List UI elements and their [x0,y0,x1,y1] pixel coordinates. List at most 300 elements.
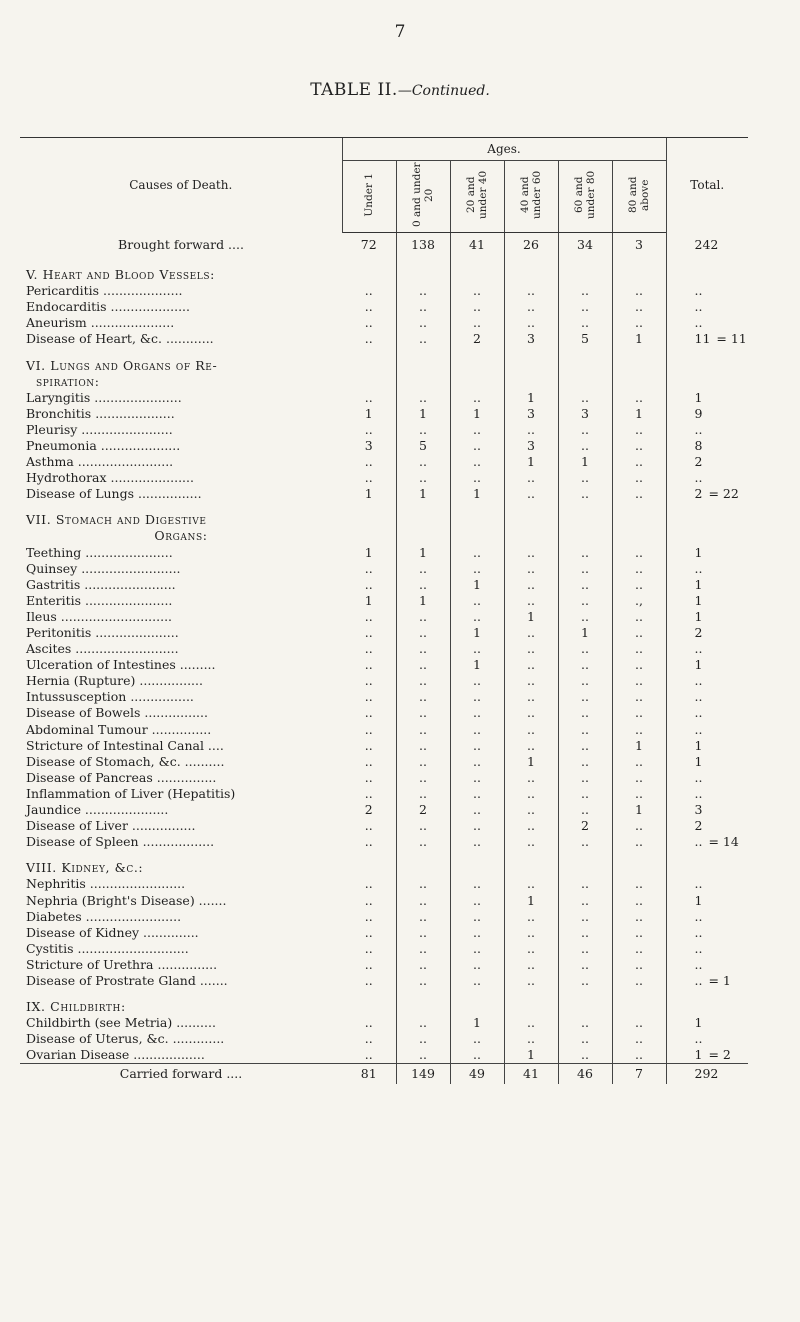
total-value: 292 [694,1066,719,1082]
table-row [20,892,748,908]
age-value-cell: .. [342,689,396,705]
total-cell [666,1031,748,1047]
age-value-cell [342,512,396,528]
age-value-cell: 1 [635,405,643,421]
age-value-cell: .. [558,689,612,705]
age-value-cell: .. [450,422,504,438]
age-value-cell: .. [558,738,612,754]
age-header-80-above: 80 and above [612,161,666,233]
group-total-value: 11 [730,331,747,347]
spacer-cell [450,850,504,860]
total-cell [666,283,748,299]
total-value: 1 [694,892,703,908]
age-value-cell: .. [504,834,558,850]
age-value-cell [342,357,396,373]
total-cell [666,438,748,454]
age-value-cell: .. [396,834,450,850]
age-value-cell: 34 [558,233,612,258]
age-value-cell: 149 [396,1064,450,1085]
age-value-cell [396,357,450,373]
age-value-cell: .. [450,941,504,957]
age-value-cell: .. [504,593,558,609]
age-value-cell: 7 [612,1064,666,1085]
group-total [708,973,730,989]
spacer-cell [504,347,558,357]
spacer-cell [504,989,558,999]
table-row [20,406,748,422]
age-value-cell [396,267,450,283]
cause-label: Disease of Pancreas ............... [26,769,217,785]
age-value-cell: .. [558,315,612,331]
age-value-cell [342,860,396,876]
spacer-cell [612,502,666,512]
age-value-cell: .. [558,876,612,892]
cause-label: Disease of Prostrate Gland ....... [26,972,228,988]
age-value-cell: .. [504,470,558,486]
age-value-cell: .. [450,545,504,561]
age-value-cell [612,512,666,528]
age-value-cell: .. [635,924,643,940]
age-value-cell: 1 [342,406,396,422]
age-value-cell [396,860,450,876]
age-value-cell: .. [450,641,504,657]
age-value-cell: .. [342,454,396,470]
cause-label: Gastritis ....................... [26,576,176,592]
age-value-cell: .. [450,738,504,754]
section-heading-row [20,528,748,544]
age-value-cell: 81 [342,1064,396,1085]
age-value-cell: .. [504,818,558,834]
age-value-cell: .. [635,641,643,657]
section-heading-row [20,357,748,373]
total-value: 1 [694,737,703,753]
table-row [20,722,748,738]
total-value: 1 [694,576,703,592]
spacer-cell [504,257,558,267]
age-value-cell: .. [558,892,612,908]
total-value: 242 [694,236,719,252]
age-value-cell [558,528,612,544]
age-value-cell: .. [504,786,558,802]
age-value-cell: .. [342,973,396,989]
section-heading: V. Heart and Blood Vessels: [26,267,215,283]
age-value-cell: 3 [558,406,612,422]
cause-label: Stricture of Intestinal Canal .... [26,737,224,753]
table-row [20,876,748,892]
cause-label: Aneurism ..................... [26,315,175,331]
spacer-cell [396,850,450,860]
age-value-cell [450,357,504,373]
age-value-cell: .. [635,283,643,299]
age-value-cell: .. [635,421,643,437]
spacer-cell [612,257,666,267]
total-value: 1 [694,389,703,405]
age-value-cell: 1 [450,486,504,502]
age-value-cell: 1 [450,625,504,641]
age-value-cell: .. [450,315,504,331]
age-value-cell: 3 [504,406,558,422]
total-value: 1 [694,1047,703,1063]
age-header-60-80: 60 and under 80 [558,161,612,233]
cause-label: Jaundice ..................... [26,802,169,818]
age-value-cell: .. [396,625,450,641]
age-value-cell: .. [342,1031,396,1047]
age-value-cell [396,999,450,1015]
cause-label: Pericarditis .................... [26,283,183,299]
total-cell [666,267,748,283]
age-header-0-20: 0 and under 20 [396,161,450,233]
title-main: TABLE II. [310,80,398,100]
total-cell [666,299,748,315]
total-value: .. [694,956,703,972]
table-row [20,738,748,754]
total-cell [666,834,748,850]
age-value-cell: .. [396,1015,450,1031]
cause-label: Disease of Heart, &c. ............ [26,331,214,347]
total-value: .. [694,876,703,892]
equals-sign: = [708,486,723,502]
age-header-under-1: Under 1 [342,161,396,233]
title-suffix: —Continued. [397,83,490,99]
age-value-cell [342,999,396,1015]
age-value-cell: .. [558,545,612,561]
age-value-cell: .. [558,834,612,850]
table-row [20,561,748,577]
cause-label: Disease of Kidney .............. [26,924,199,940]
age-header-20-40: 20 and under 40 [450,161,504,233]
age-value-cell: .. [504,299,558,315]
spacer-cell [558,989,612,999]
group-total [708,834,738,850]
age-value-cell: ., [635,592,643,608]
age-value-cell: .. [635,721,643,737]
age-value-cell: 3 [504,438,558,454]
age-value-cell: 1 [450,1015,504,1031]
age-value-cell: 138 [396,233,450,258]
table-header [20,138,748,233]
age-value-cell: .. [635,753,643,769]
age-value-cell: .. [396,470,450,486]
total-value: .. [694,721,703,737]
total-cell [666,925,748,941]
age-value-cell: .. [558,941,612,957]
age-value-cell: .. [396,705,450,721]
age-value-cell: .. [504,925,558,941]
age-value-cell: .. [504,876,558,892]
total-cell [666,577,748,593]
age-value-cell: .. [396,331,450,347]
age-value-cell: .. [558,770,612,786]
total-cell [666,738,748,754]
cause-label: Inflammation of Liver (Hepatitis) [26,785,236,801]
age-value-cell: .. [635,389,643,405]
spacer-cell [450,347,504,357]
table-row [20,438,748,454]
spacer-cell [396,502,450,512]
age-value-cell: .. [450,470,504,486]
age-value-cell [558,860,612,876]
spacer-cell [504,502,558,512]
total-cell [666,374,748,390]
cause-label: Abdominal Tumour ............... [26,721,212,737]
age-value-cell: .. [396,770,450,786]
age-value-cell [504,528,558,544]
age-value-cell: .. [635,956,643,972]
age-value-cell: 1 [396,486,450,502]
age-value-cell: .. [342,561,396,577]
cause-label: Pleurisy ....................... [26,421,173,437]
table-row [20,689,748,705]
age-value-cell: .. [558,641,612,657]
age-value-cell: 1 [504,609,558,625]
age-value-cell: .. [635,1031,643,1047]
age-value-cell: 1 [342,486,396,502]
age-value-cell [558,999,612,1015]
total-cell [666,545,748,561]
age-value-cell: .. [396,641,450,657]
age-value-cell: .. [396,876,450,892]
table-row [20,657,748,673]
age-value-cell: .. [396,1031,450,1047]
age-value-cell: .. [396,941,450,957]
age-value-cell: .. [396,909,450,925]
age-value-cell: .. [635,892,643,908]
age-value-cell: .. [635,437,643,453]
cause-label: Ulceration of Intestines ......... [26,657,216,673]
group-total-value: 2 [722,1047,731,1063]
age-value-cell: .. [635,876,643,892]
age-value-cell: .. [635,673,643,689]
age-value-cell: .. [558,422,612,438]
table-row [20,1047,748,1064]
total-cell [666,957,748,973]
age-value-cell: .. [558,561,612,577]
age-value-cell: .. [450,1031,504,1047]
total-cell [666,802,748,818]
cause-label: Asthma ........................ [26,454,174,470]
table-row [20,1015,748,1031]
total-cell [666,625,748,641]
age-value-cell [342,267,396,283]
age-value-cell: .. [504,422,558,438]
total-cell [666,390,748,406]
section-heading-row [20,860,748,876]
age-value-cell [396,512,450,528]
table-row [20,454,748,470]
total-cell [666,999,748,1015]
cause-label: Disease of Spleen .................. [26,834,215,850]
age-value-cell: .. [450,673,504,689]
cause-label: Hernia (Rupture) ................ [26,673,203,689]
total-cell [666,406,748,422]
spacer-cell [396,347,450,357]
spacer-cell [558,502,612,512]
age-value-cell: .. [450,786,504,802]
spacer-cell [20,257,342,267]
age-value-cell [450,860,504,876]
age-value-cell [504,267,558,283]
age-value-cell: .. [635,818,643,834]
cause-label: Cystitis ............................ [26,940,189,956]
section-heading-row [20,999,748,1015]
total-cell [666,892,748,908]
age-value-cell: .. [504,561,558,577]
total-cell [666,818,748,834]
age-value-cell [558,374,612,390]
spacer-cell [342,257,396,267]
age-value-cell: 1 [450,406,504,422]
spacer-cell [612,347,666,357]
table-row [20,609,748,625]
section-heading: IX. Childbirth: [26,999,126,1015]
total-cell [666,357,748,373]
age-value-cell: .. [450,722,504,738]
total-cell [666,315,748,331]
age-value-cell [342,528,396,544]
total-value: .. [694,641,703,657]
cause-label: Ascites .......................... [26,641,179,657]
total-cell [666,689,748,705]
age-value-cell: .. [450,689,504,705]
table-row [20,909,748,925]
spacer-cell [342,347,396,357]
table-title [0,80,800,100]
age-value-cell: 26 [504,233,558,258]
age-value-cell: .. [342,422,396,438]
age-value-cell: .. [558,957,612,973]
age-value-cell: 5 [396,438,450,454]
age-value-cell: 1 [558,454,612,470]
table-row [20,299,748,315]
total-cell [666,722,748,738]
age-value-cell: .. [504,486,558,502]
age-value-cell: .. [396,722,450,738]
total-cell [666,486,748,502]
age-value-cell: .. [558,722,612,738]
age-value-cell: .. [504,802,558,818]
age-value-cell: .. [342,834,396,850]
age-value-cell [612,374,666,390]
age-value-cell: .. [635,486,643,502]
age-value-cell: .. [396,577,450,593]
cause-label: Disease of Stomach, &c. .......... [26,753,225,769]
age-value-cell: .. [558,593,612,609]
total-cell [666,673,748,689]
age-value-cell: .. [635,689,643,705]
table-row [20,925,748,941]
cause-label: Hydrothorax ..................... [26,470,194,486]
total-cell [666,657,748,673]
age-value-cell: .. [450,754,504,770]
table-row [20,593,748,609]
table-row [20,545,748,561]
age-value-cell: .. [342,641,396,657]
age-value-cell: .. [635,769,643,785]
total-value: 1 [694,608,703,624]
table-row [20,818,748,834]
total-value: .. [694,283,703,299]
total-value: .. [694,673,703,689]
cause-label: Quinsey ......................... [26,560,181,576]
total-value: .. [694,785,703,801]
spacer-cell [612,989,666,999]
age-value-cell: .. [342,722,396,738]
age-value-cell: .. [396,657,450,673]
age-value-cell: 72 [342,233,396,258]
total-cell [666,786,748,802]
age-value-cell: .. [450,593,504,609]
age-value-cell [558,512,612,528]
total-value: .. [694,834,703,850]
age-value-cell: .. [342,390,396,406]
age-value-cell: .. [504,957,558,973]
age-value-cell: .. [396,738,450,754]
table-row [20,331,748,347]
total-cell [666,860,748,876]
age-value-cell: .. [450,705,504,721]
age-value-cell: .. [396,454,450,470]
section-heading-row [20,267,748,283]
spacer-cell [558,347,612,357]
section-heading-row [20,374,748,390]
age-value-cell: .. [635,560,643,576]
age-value-cell: .. [558,786,612,802]
age-value-cell: .. [342,1015,396,1031]
age-value-cell: .. [342,577,396,593]
age-value-cell: .. [558,283,612,299]
age-value-cell: .. [450,561,504,577]
age-value-cell: .. [396,422,450,438]
age-value-cell: .. [558,1015,612,1031]
age-value-cell: 49 [450,1064,504,1085]
group-total [716,331,746,347]
total-value: .. [694,924,703,940]
age-value-cell: .. [342,609,396,625]
total-value: 2 [694,818,703,834]
age-value-cell: .. [558,577,612,593]
spacer-cell [450,257,504,267]
age-value-cell: .. [450,876,504,892]
total-value: 1 [694,753,703,769]
cause-label: Carried forward .... [20,1064,342,1085]
table-row [20,641,748,657]
table-row [20,486,748,502]
age-value-cell: .. [342,299,396,315]
table-row [20,470,748,486]
spacer-cell [666,850,748,860]
age-value-cell: .. [396,561,450,577]
total-header: Total. [666,138,748,233]
age-value-cell: .. [450,390,504,406]
age-value-cell [612,357,666,373]
age-value-cell: .. [396,786,450,802]
age-value-cell: .. [504,941,558,957]
spacer-row [20,989,748,999]
table-row [20,973,748,989]
cause-label: Childbirth (see Metria) .......... [26,1015,216,1031]
age-value-cell: .. [558,973,612,989]
ages-header: Ages. [342,138,666,161]
age-value-cell [612,860,666,876]
age-value-cell: .. [558,909,612,925]
age-value-cell: .. [635,940,643,956]
total-cell [666,609,748,625]
carried-row [20,1064,748,1085]
age-value-cell: 3 [635,237,643,252]
age-value-cell [504,374,558,390]
age-value-cell: .. [450,299,504,315]
age-value-cell: .. [635,1047,643,1063]
